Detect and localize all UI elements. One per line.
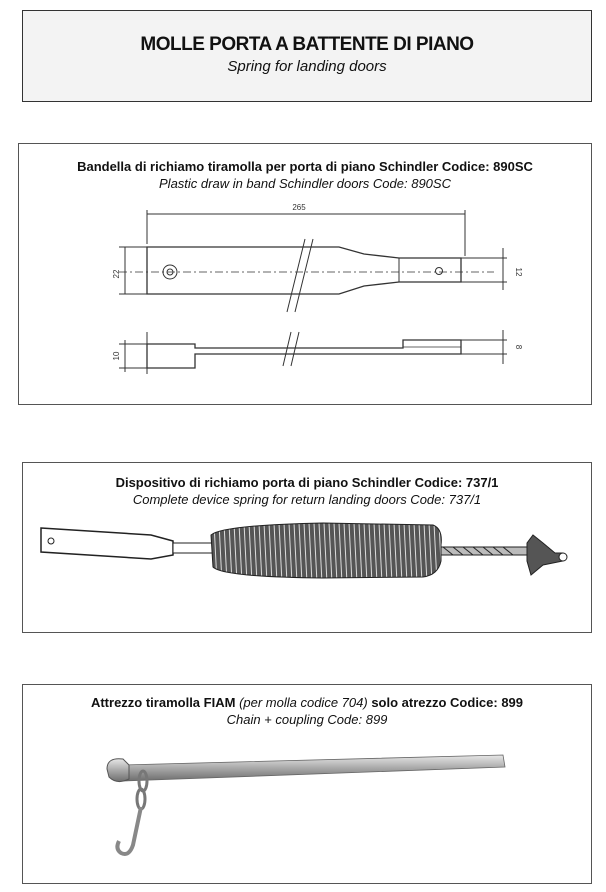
product-title-en: Plastic draw in band Schindler doors Code: 890SC — [159, 176, 451, 191]
dim-side-right: 8 — [514, 344, 523, 350]
dim-length: 265 — [292, 203, 306, 212]
dim-left-height: 22 — [112, 269, 121, 279]
dim-right-height: 12 — [514, 267, 523, 277]
page-header — [22, 10, 592, 102]
product-title-it: Bandella di richiamo tiramolla per porta di piano Schindler Codice: 890SC — [77, 159, 533, 174]
dim-side-left: 10 — [112, 351, 121, 361]
spring-device-image — [23, 463, 593, 634]
product-title-en: Complete device spring for return landing doors Code: 737/1 — [132, 492, 482, 507]
product-title-en: Chain + coupling Code: 899 — [226, 712, 388, 727]
page-subtitle: Spring for landing doors — [227, 58, 387, 75]
product-title-it: Dispositivo di richiamo porta di piano Schindler Codice: 737/1 — [115, 475, 499, 490]
product-title-it-bold: Attrezzo tiramolla FIAM — [90, 695, 236, 710]
product-card-890sc — [18, 143, 592, 405]
product-title-it-italic: (per molla codice 704) — [239, 695, 368, 710]
spring-tool-image — [23, 685, 593, 885]
product-card-737-1 — [22, 462, 592, 633]
product-title-it-rest: solo atrezzo Codice: 899 — [371, 695, 524, 710]
band-technical-drawing — [19, 144, 593, 406]
product-card-899 — [22, 684, 592, 884]
page-title: MOLLE PORTA A BATTENTE DI PIANO — [140, 34, 474, 55]
